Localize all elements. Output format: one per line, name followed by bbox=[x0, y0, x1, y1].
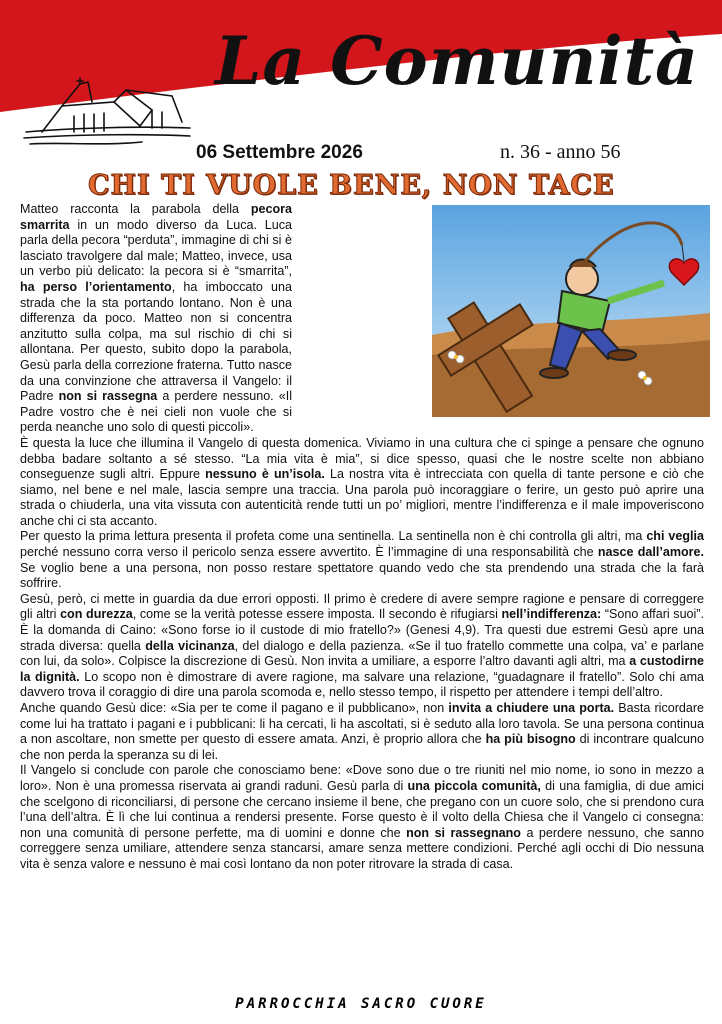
paragraph-text: Matteo racconta la parabola della bbox=[20, 202, 251, 216]
paragraph-text: Il Vangelo si conclude con parole che conosciamo bene: «Dove sono due o tre riuniti nel mio nome, io sono in mezzo a loro». Non è una promessa riservata ai grandi raduni. Gesù parla di bbox=[20, 763, 704, 793]
emphasis-text: ha più bisogno bbox=[485, 732, 576, 747]
article-paragraph bbox=[20, 592, 704, 701]
paragraph-text: Lo scopo non è dimostrare di avere ragione, ma salvare una relazione, “guadagnare il fratello”. Solo chi ama davvero trova il coraggio di dire una parola scomoda e, nello stesso tempo, il rispetto per attendere i tempi dell’altro. bbox=[20, 669, 704, 700]
paragraph-text: Se voglio bene a una persona, non posso restare spettatore quando vedo che sta prendendo una strada che la farà soffrire. bbox=[20, 560, 704, 591]
article-paragraph bbox=[20, 701, 704, 763]
article-paragraph bbox=[20, 436, 704, 530]
paragraph-text: a perdere nessuno. «Il Padre vostro che è nei cieli non vuole che si perda neanche uno solo di questi piccoli». bbox=[20, 389, 292, 435]
issue-date: 06 Settembre 2026 bbox=[196, 142, 363, 163]
emphasis-text: nasce dall’amore. bbox=[597, 545, 704, 560]
article-paragraph bbox=[20, 529, 704, 591]
article-body bbox=[20, 202, 704, 873]
emphasis-text: non si rassegna bbox=[58, 389, 158, 404]
article-headline: CHI TI VUOLE BENE, NON TACE bbox=[88, 170, 615, 201]
article-paragraph bbox=[20, 763, 704, 872]
paragraph-text: Gesù, però, ci mette in guardia da due errori opposti. Il primo è credere di avere sempre ragione e pensare di correggere gli altri bbox=[20, 591, 704, 622]
paragraph-text: , del dialogo e della pazienza. «Se il tuo fratello commette una colpa, va’ e parlane con lui, da solo». Colpisce la discrezione di Gesù. Non invita a umiliare, a esporre l’altro davanti agli altri, ma bbox=[20, 638, 704, 669]
paragraph-text: Basta ricordare come lui ha trattato i pagani e i pubblicani: li ha cercati, li ha ascoltati, si è seduto alla loro tavola. Se una persona continua a non ascoltare, non smette per questo di essere amata. Anzi, è proprio allora che bbox=[20, 701, 704, 747]
paragraph-text: “Sono affari suoi”. È la domanda di Caino: «Sono forse io il custode di mio fratello?» (Genesi 4,9). Tra questi due estremi Gesù apre una strada diversa: quella bbox=[20, 607, 704, 653]
paragraph-text: a perdere nessuno, che sanno correggere senza umiliare, attendere senza stancarsi, amare senza mettere condizioni. Perché agli occhi di Dio nessuna vita è senza valore e nessuno è mai così lontano da non poter ritrovare la strada di casa. bbox=[20, 825, 704, 871]
paragraph-text: Per questo la prima lettura presenta il profeta come una sentinella. La sentinella non è chi controlla gli altri, ma bbox=[20, 529, 647, 544]
emphasis-text: non si rassegnano bbox=[406, 825, 521, 840]
paragraph-text: Anche quando Gesù dice: «Sia per te come il pagano e il pubblicano», non bbox=[20, 701, 449, 715]
illustration-spacer bbox=[292, 202, 704, 416]
paragraph-text: di incontrare qualcuno che non perda la speranza su di lei. bbox=[20, 732, 704, 762]
emphasis-text: ha perso l’orientamento bbox=[20, 279, 172, 294]
emphasis-text: della vicinanza bbox=[145, 638, 235, 653]
paragraph-text: La nostra vita è intrecciata con quella di tante persone e ciò che siamo, nel bene e nel male, lascia sempre una traccia. Una parola può incoraggiare o ferire, un gesto può aprire una strada o chiuderla, una vita vissuta con autenticità rende tutti un po’ migliori, mentre l’indifferenza e il male impoveriscono anche chi ci sta accanto. bbox=[20, 467, 704, 528]
issue-number: n. 36 - anno 56 bbox=[500, 141, 621, 163]
emphasis-text: pecora smarrita bbox=[20, 202, 292, 232]
emphasis-text: a custodirne la dignità. bbox=[20, 654, 704, 684]
emphasis-text: con durezza bbox=[60, 607, 133, 622]
paragraph-text: in un modo diverso da Luca. Luca parla della pecora “perduta”, immagine di chi si è lasciato travolgere dal male; Matteo, invece, usa un verbo più delicato: la pecora si è “smarrita”, bbox=[20, 217, 292, 279]
emphasis-text: una piccola comunità, bbox=[407, 778, 541, 793]
paragraph-text: , come se la verità potesse essere imposta. Il secondo è rifugiarsi bbox=[132, 607, 502, 622]
newspaper-title: La Comunità bbox=[215, 22, 699, 100]
emphasis-text: nell’indifferenza: bbox=[501, 607, 602, 622]
paragraph-text: di una famiglia, di due amici che scelgono di riconciliarsi, di persone che cercano insieme il bene, che pregano con un cuore solo, che si prendono cura l’una dell’altra. È lì che lui continua a rendersi presente. Forse questo è il volto della Chiesa che il Vangelo ci consegna: non una comunità di persone perfette, ma di uomini e donne che bbox=[20, 778, 704, 840]
emphasis-text: chi veglia bbox=[646, 529, 704, 544]
emphasis-text: invita a chiudere una porta. bbox=[448, 701, 615, 715]
emphasis-text: nessuno è un’isola. bbox=[205, 467, 325, 482]
paragraph-text: È questa la luce che illumina il Vangelo di questa domenica. Viviamo in una cultura che ci spinge a pensare che ognuno debba badare soltanto a sé stesso. “La mia vita è mia”, si dice spesso, quasi che le nostre scelte non abbiano conseguenze sugli altri. Eppure bbox=[20, 435, 704, 482]
footer-parish-name: PARROCCHIA SACRO CUORE bbox=[235, 996, 487, 1012]
church-sketch-logo bbox=[22, 76, 192, 156]
paragraph-text: , ha imboccato una strada che la sta portando lontano. Non è una differenza da poco. Matteo non si concentra anzitutto sulla colpa, ma sul rischio di chi si allontana. Per questo, subito dopo la parabola, Gesù parla della correzione fraterna. Tutto nasce da una convinzione che attraversa il Vangelo: il Padre bbox=[20, 279, 293, 404]
paragraph-text: perché nessuno corra verso il pericolo senza essere avvertito. È l’immagine di una responsabilità che bbox=[20, 545, 598, 560]
